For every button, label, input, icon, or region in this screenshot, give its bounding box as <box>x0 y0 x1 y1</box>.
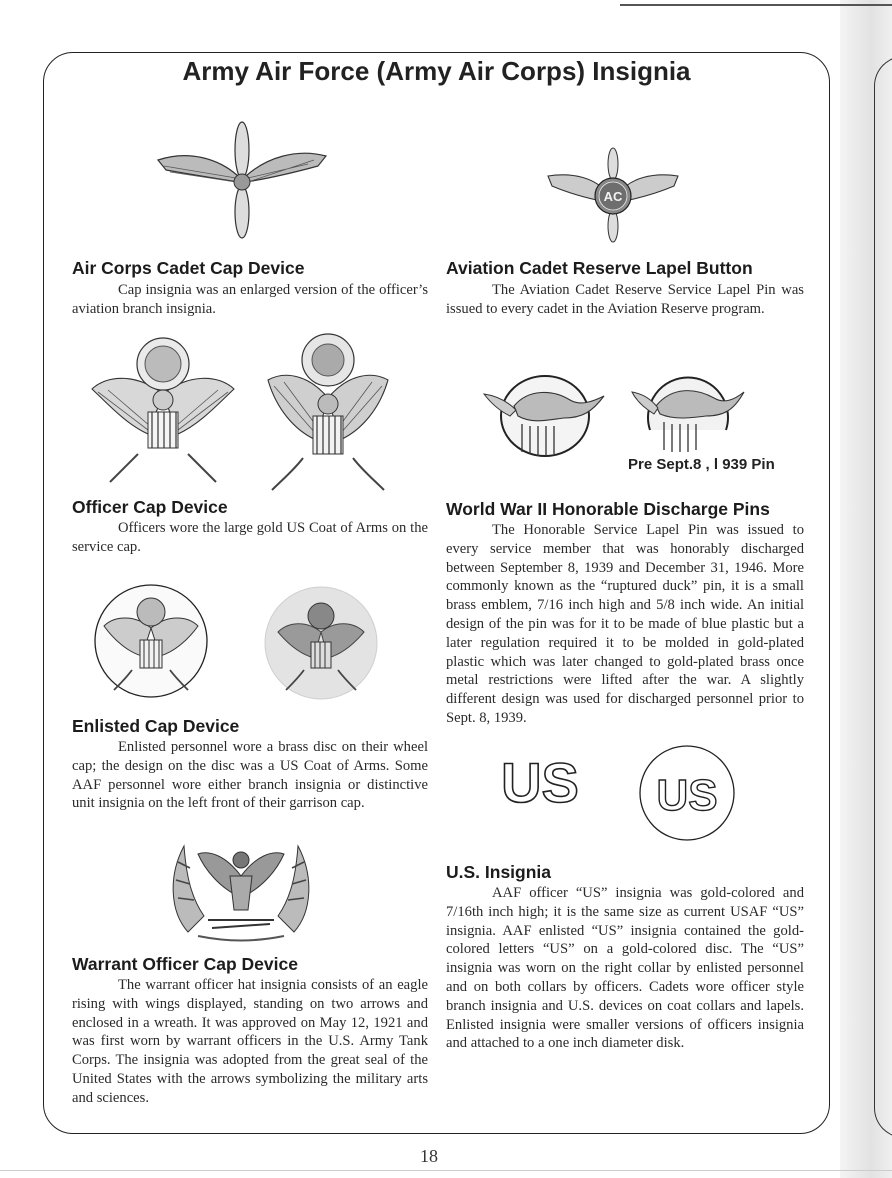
us-letters-officer: US <box>501 751 579 814</box>
reserve-lapel-button-image <box>548 150 678 242</box>
discharge-pin-left-image <box>484 372 606 460</box>
discharge-pin-right-image <box>632 366 744 456</box>
next-page-edge <box>874 56 892 1138</box>
us-insignia-heading: U.S. Insignia <box>446 862 552 882</box>
aviation-cadet-reserve-heading: Aviation Cadet Reserve Lapel Button <box>446 258 753 278</box>
pre-sept-1939-caption: Pre Sept.8 , l 939 Pin <box>628 456 775 473</box>
bottom-rule <box>0 1170 892 1171</box>
enlisted-cap-text: Enlisted personnel wore a brass disc on their wheel cap; the design on the disc was a US Coat of Arms. Some AAF personnel wore either branch insignia or distinctive unit insignia on the left front of their garrison cap. <box>72 739 428 812</box>
officer-cap-text: Officers wore the large gold US Coat of Arms on the service cap. <box>72 520 428 555</box>
enlisted-cap-disc-left-image <box>92 582 210 700</box>
enlisted-cap-heading: Enlisted Cap Device <box>72 716 240 736</box>
officer-cap-device-left-image <box>88 334 238 484</box>
us-insignia-text: AAF officer “US” insignia was gold-colored and 7/16th inch high; it is the same size as current USAF “US” insignia. AAF enlisted “US” insignia contained the gold-colored letters “US” on a gold-colored disc. The “US” insignia was worn on the right collar by enlisted personnel and on both collars by officers. Cadets wore officer style branch insignia and U.S. devices on coat collars and lapels. Enlisted insignia were smaller versions of officers insignia and attached to a one inch diameter disk. <box>446 885 804 1052</box>
cadet-cap-device-image <box>158 120 326 238</box>
enlisted-cap-disc-right-image <box>262 584 380 702</box>
us-enlisted-insignia-image <box>638 744 736 842</box>
air-corps-cadet-heading: Air Corps Cadet Cap Device <box>72 258 305 278</box>
us-letters-enlisted: US <box>656 771 718 820</box>
warrant-officer-heading: Warrant Officer Cap Device <box>72 954 298 974</box>
top-rule <box>620 4 892 6</box>
warrant-officer-text: The warrant officer hat insignia consists of an eagle rising with wings displayed, standing on two arrows and enclosed in a wreath. It was approved on May 12, 1921 and was first worn by warrant officers in the U.S. Army Tank Corps. The insignia was adopted from the great seal of the United States with the arrows symbolizing the military arts and sciences. <box>72 977 428 1106</box>
us-officer-insignia-image <box>488 751 592 814</box>
page-title: Army Air Force (Army Air Corps) Insignia <box>182 56 691 86</box>
officer-cap-device-right-image <box>258 330 398 495</box>
warrant-officer-cap-device-image <box>168 832 314 942</box>
page-number: 18 <box>420 1146 438 1166</box>
aviation-cadet-reserve-text: The Aviation Cadet Reserve Service Lapel Pin was issued to every cadet in the Aviation Reserve program. <box>446 282 804 317</box>
svg-text:AC: AC <box>603 189 623 204</box>
air-corps-cadet-text: Cap insignia was an enlarged version of the officer’s aviation branch insignia. <box>72 282 428 317</box>
officer-cap-heading: Officer Cap Device <box>72 497 228 517</box>
discharge-pins-text: The Honorable Service Lapel Pin was issued to every service member that was honorably discharged between September 8, 1939 and December 31, 1946. More commonly known as the “ruptured duck” pin, it is a small brass emblem, 7/16 inch high and 5/8 inch wide. An initial design of the pin was for it to be made of blue plastic but a later regulation required it to be molded in gold-plated plastic which was later changed to gold-plated brass once metal restrictions were lifted after the war. A slightly different design was used for discharged personnel prior to Sept. 8, 1939. <box>446 522 804 726</box>
discharge-pins-heading: World War II Honorable Discharge Pins <box>446 499 770 519</box>
